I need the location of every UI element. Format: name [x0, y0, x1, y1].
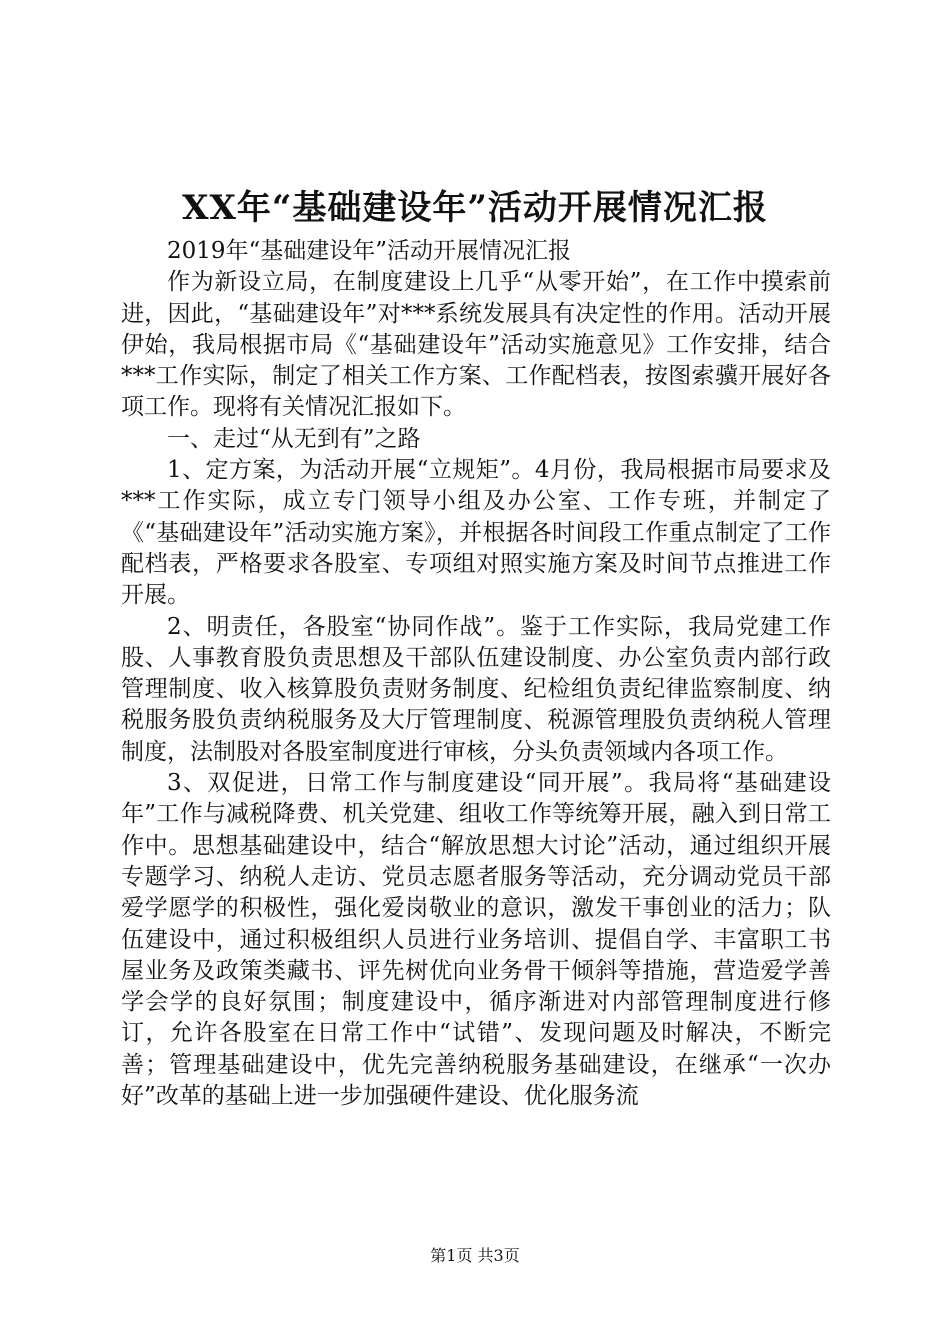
intro-paragraph: 作为新设立局，在制度建设上几乎“从零开始”，在工作中摸索前进，因此，“基础建设年”对***系统发展具有决定性的作用。活动开展伊始，我局根据市局《“基础建设年”活动实施意见》工作安排，结合***工作实际，制定了相关工作方案、工作配档表，按图索骥开展好各项工作。现将有关情况汇报如下。	[121, 269, 831, 421]
body-paragraph-2: 2、明责任，各股室“协同作战”。鉴于工作实际，我局党建工作股、人事教育股负责思想及干部队伍建设制度、办公室负责内部行政管理制度、收入核算股负责财务制度、纪检组负责纪律监察制度、纳税服务股负责纳税服务及大厅管理制度、税源管理股负责纳税人管理制度，法制股对各股室制度进行审核，分头负责领域内各项工作。	[121, 613, 831, 765]
page-footer: 第1页 共3页	[430, 1246, 520, 1265]
body-paragraph-1: 1、定方案，为活动开展“立规矩”。4月份，我局根据市局要求及***工作实际，成立专门领导小组及办公室、工作专班，并制定了《“基础建设年”活动实施方案》，并根据各时间段工作重点制定了工作配档表，严格要求各股室、专项组对照实施方案及时间节点推进工作开展。	[121, 457, 831, 609]
document-title: XX年“基础建设年”活动开展情况汇报	[182, 188, 768, 228]
section-heading: 一、走过“从无到有”之路	[167, 425, 421, 452]
body-paragraph-3: 3、双促进，日常工作与制度建设“同开展”。我局将“基础建设年”工作与减税降费、机关党建、组收工作等统筹开展，融入到日常工作中。思想基础建设中，结合“解放思想大讨论”活动，通过组织开展专题学习、纳税人走访、党员志愿者服务等活动，充分调动党员干部爱学愿学的积极性，强化爱岗敬业的意识，激发干事创业的活力；队伍建设中，通过积极组织人员进行业务培训、提倡自学、丰富职工书屋业务及政策类藏书、评先树优向业务骨干倾斜等措施，营造爱学善学会学的良好氛围；制度建设中，循序渐进对内部管理制度进行修订，允许各股室在日常工作中“试错”、发现问题及时解决，不断完善；管理基础建设中，优先完善纳税服务基础建设，在继承“一次办好”改革的基础上进一步加强硬件建设、优化服务流	[121, 770, 831, 1110]
subtitle-paragraph: 2019年“基础建设年”活动开展情况汇报	[167, 238, 572, 264]
document-body	[121, 236, 831, 1112]
